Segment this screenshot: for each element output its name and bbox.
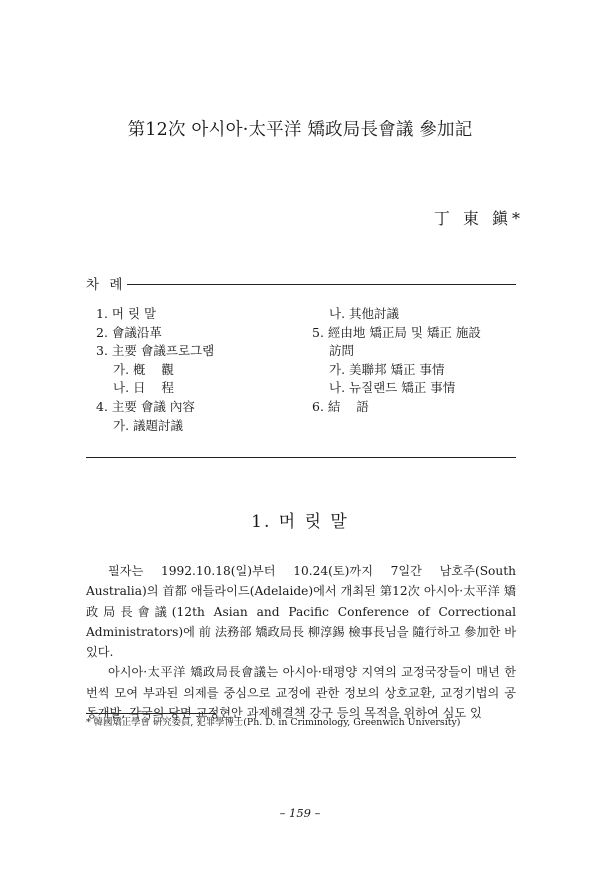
toc-bottom-rule [86, 457, 516, 458]
toc-header-rule [127, 284, 516, 285]
toc-item: 3. 主要 會議프로그램 [96, 343, 215, 359]
toc-header [86, 273, 516, 293]
toc-item: 가. 槪 觀 [113, 361, 174, 377]
toc-item: 1. 머 릿 말 [96, 306, 157, 321]
toc-item: 4. 主要 會議 內容 [96, 398, 195, 414]
toc-left-column [96, 305, 296, 435]
body-text [86, 561, 516, 723]
toc-item: 가. 議題討議 [113, 417, 184, 433]
toc-item: 訪問 [329, 343, 355, 359]
toc-item: 나. 日 程 [113, 380, 174, 396]
paragraph: 필자는 1992.10.18(일)부터 10.24(토)까지 7일간 남호주(South Australia)의 首都 애들라이드(Adelaide)에서 개최된 第12次 아시아·太平洋 矯政局長會議(12th Asian and Pacific Conference of Correctional Administrators)에 前 法務部 矯政局長 柳淳錫 檢事長님을 隨行하고 參加한 바 있다. [86, 564, 516, 660]
toc-item: 나. 其他討議 [329, 306, 400, 321]
footnote-rule [86, 713, 216, 714]
toc-item: 6. 結 語 [312, 398, 369, 414]
toc-right-column [312, 305, 522, 417]
toc-item: 5. 經由地 矯正局 및 矯正 施設 [312, 324, 481, 340]
author-name: 丁 東 鎭* [433, 209, 524, 228]
footnote: * 韓國矯正學會 硏究委員, 犯罪學博士(Ph. D. in Criminology, Greenwich University) [86, 717, 461, 728]
page-number: – 159 – [279, 806, 321, 820]
toc-item: 2. 會議沿革 [96, 324, 162, 340]
toc-item: 가. 美聯邦 矯正 事情 [329, 361, 445, 377]
toc-label: 차 례 [86, 277, 126, 293]
paragraph: 아시아·太平洋 矯政局長會議는 아시아·태평양 지역의 교정국장들이 매년 한 번씩 모여 부과된 의제를 중심으로 교정에 관한 정보의 상호교환, 교정기법의 공동개발, 각국의 당면 교정현안 과제해결책 강구 등의 목적을 위하여 심도 있 [86, 665, 516, 721]
section-title: 1. 머 릿 말 [251, 512, 349, 532]
paper-title: 第12次 아시아·太平洋 矯政局長會議 參加記 [127, 120, 473, 140]
toc-item: 나. 뉴질랜드 矯正 事情 [329, 380, 456, 396]
